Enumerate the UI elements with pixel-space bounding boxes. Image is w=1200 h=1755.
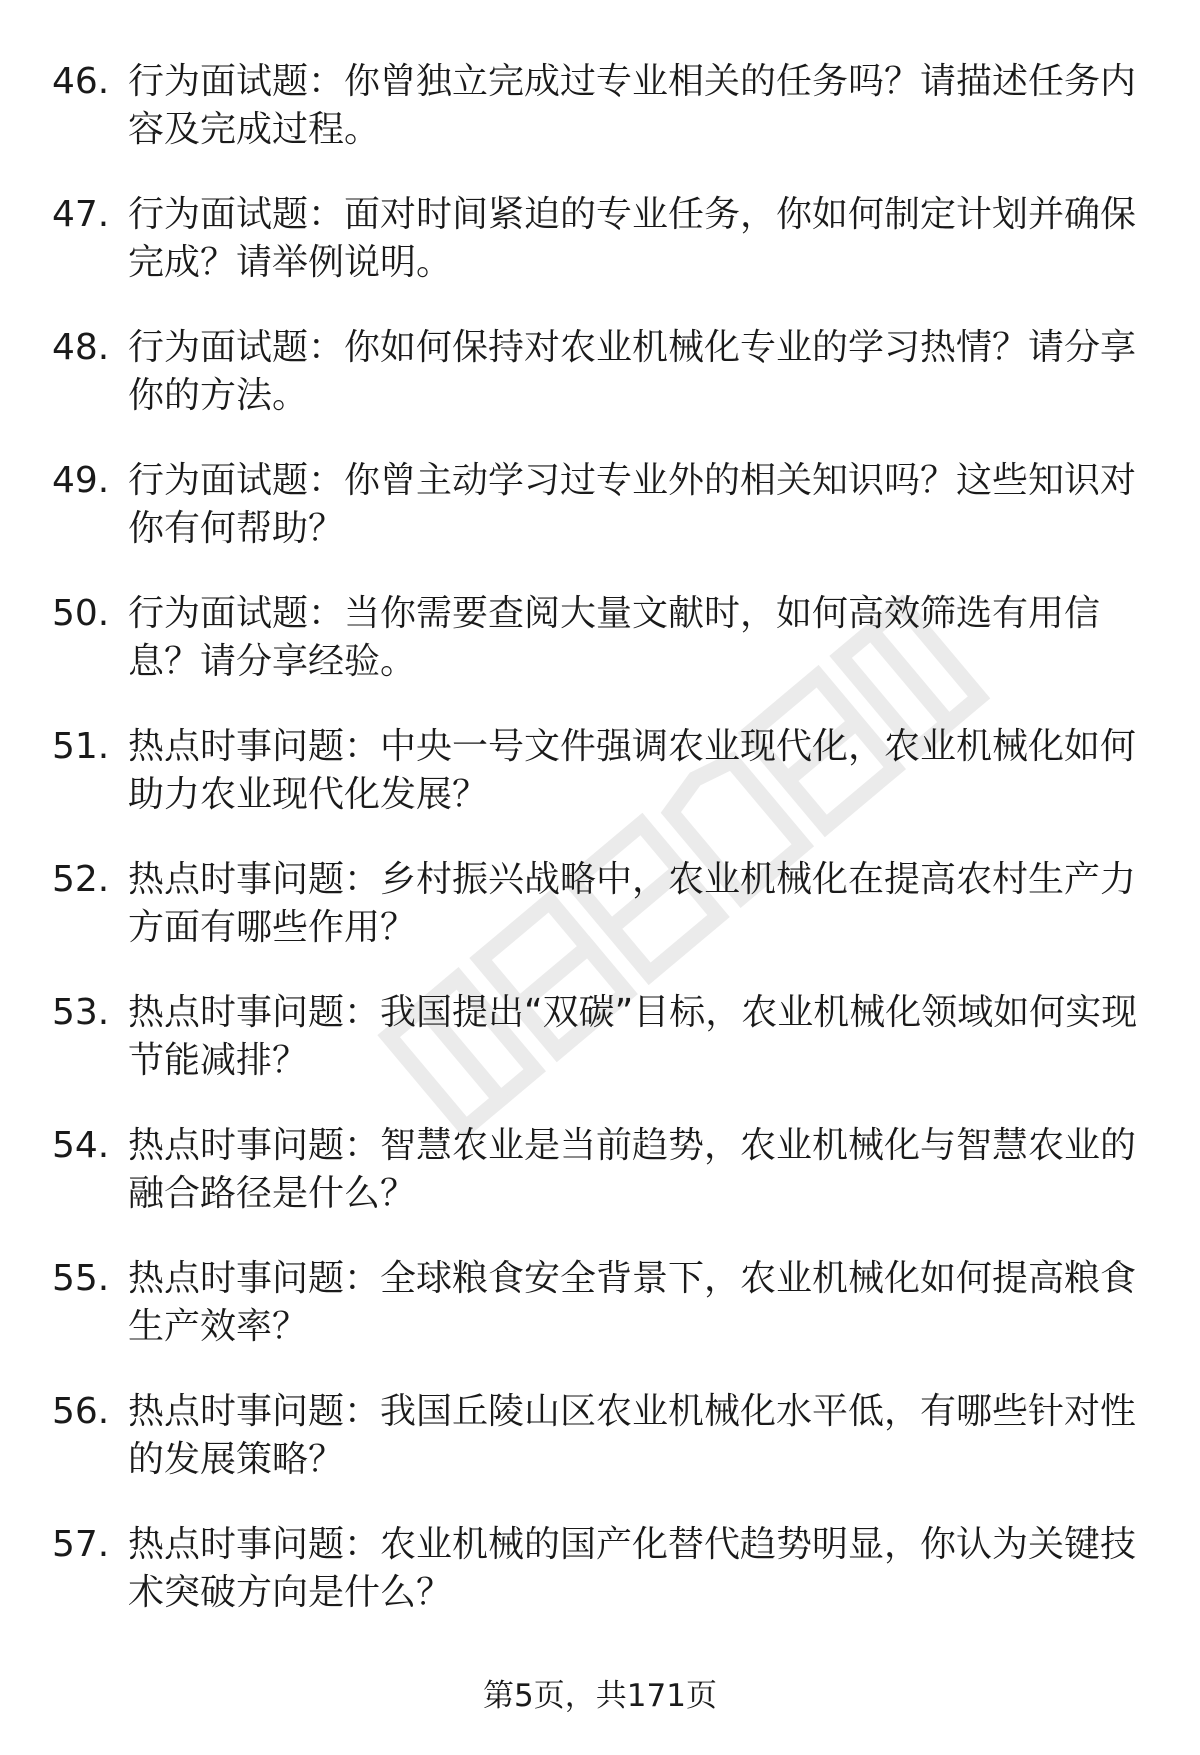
question-number: 56. bbox=[52, 1391, 110, 1432]
question-number: 57. bbox=[52, 1524, 110, 1565]
page-footer: 第5页，共171页 bbox=[483, 1678, 717, 1714]
question-number: 50. bbox=[52, 593, 110, 634]
question-text: 热点时事问题：中央一号文件强调农业现代化，农业机械化如何助力农业现代化发展？ bbox=[128, 726, 1137, 815]
question-item bbox=[52, 1388, 1152, 1521]
question-number: 51. bbox=[52, 726, 110, 767]
question-text: 热点时事问题：智慧农业是当前趋势，农业机械化与智慧农业的融合路径是什么？ bbox=[128, 1125, 1137, 1214]
question-item bbox=[52, 723, 1152, 856]
question-number: 53. bbox=[52, 992, 110, 1033]
question-number: 55. bbox=[52, 1258, 110, 1299]
question-number: 48. bbox=[52, 327, 110, 368]
question-text: 热点时事问题：乡村振兴战略中，农业机械化在提高农村生产力方面有哪些作用？ bbox=[128, 859, 1137, 948]
question-item bbox=[52, 1255, 1152, 1388]
question-item bbox=[52, 1122, 1152, 1255]
question-item bbox=[52, 58, 1152, 191]
question-number: 54. bbox=[52, 1125, 110, 1166]
question-item bbox=[52, 1521, 1152, 1654]
question-number: 49. bbox=[52, 460, 110, 501]
question-text: 行为面试题：面对时间紧迫的专业任务，你如何制定计划并确保完成？请举例说明。 bbox=[128, 194, 1137, 283]
question-text: 热点时事问题：全球粮食安全背景下，农业机械化如何提高粮食生产效率？ bbox=[128, 1258, 1137, 1347]
question-item bbox=[52, 590, 1152, 723]
question-text: 行为面试题：当你需要查阅大量文献时，如何高效筛选有用信息？请分享经验。 bbox=[128, 593, 1101, 682]
question-list bbox=[52, 58, 1152, 1654]
question-item bbox=[52, 191, 1152, 324]
question-item bbox=[52, 324, 1152, 457]
question-number: 46. bbox=[52, 61, 110, 102]
question-text: 热点时事问题：我国丘陵山区农业机械化水平低，有哪些针对性的发展策略？ bbox=[128, 1391, 1137, 1480]
question-item bbox=[52, 989, 1152, 1122]
question-text: 行为面试题：你曾独立完成过专业相关的任务吗？请描述任务内容及完成过程。 bbox=[128, 61, 1137, 150]
question-number: 52. bbox=[52, 859, 110, 900]
question-text: 行为面试题：你如何保持对农业机械化专业的学习热情？请分享你的方法。 bbox=[128, 327, 1137, 416]
question-text: 热点时事问题：我国提出“双碳”目标，农业机械化领域如何实现节能减排？ bbox=[128, 992, 1138, 1081]
question-item bbox=[52, 457, 1152, 590]
question-number: 47. bbox=[52, 194, 110, 235]
question-item bbox=[52, 856, 1152, 989]
question-text: 热点时事问题：农业机械的国产化替代趋势明显，你认为关键技术突破方向是什么？ bbox=[128, 1524, 1137, 1613]
question-text: 行为面试题：你曾主动学习过专业外的相关知识吗？这些知识对你有何帮助？ bbox=[128, 460, 1137, 549]
